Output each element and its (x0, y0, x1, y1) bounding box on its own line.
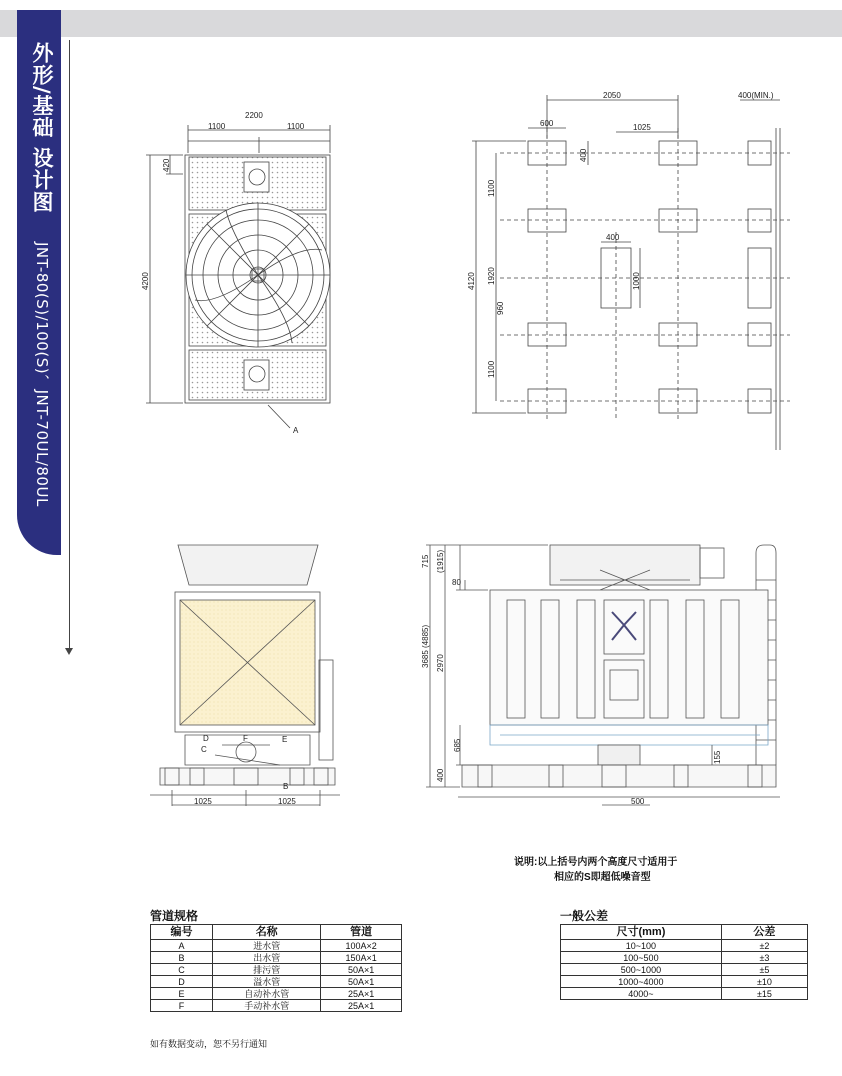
label-a: A (293, 426, 299, 435)
side-view (426, 545, 780, 805)
plan-view (146, 125, 330, 428)
cell: 100A×2 (321, 940, 402, 952)
dim-half-left: 1100 (208, 122, 226, 131)
dim-height: 4200 (141, 272, 150, 290)
dim-half-right: 1100 (287, 122, 305, 131)
cell: 500~1000 (561, 964, 722, 976)
table-row (561, 940, 808, 952)
tol-header-size: 尺寸(mm) (561, 925, 722, 940)
dim-3685: 3685 (4885) (421, 624, 430, 668)
note (514, 855, 677, 885)
section-title: 外形/基础 设计图 (30, 42, 54, 213)
pipe-header-size: 管道 (321, 925, 402, 940)
dim-2970: 2970 (436, 654, 445, 672)
pipe-header-name: 名称 (213, 925, 321, 940)
cell: 25A×1 (321, 1000, 402, 1012)
footer-note: 如有数据变动，恕不另行通知 (150, 1039, 268, 1049)
cell: 50A×1 (321, 964, 402, 976)
dim-total-width: 2200 (245, 111, 263, 120)
cell: 1000~4000 (561, 976, 722, 988)
label-d: D (203, 734, 209, 743)
dim-155: 155 (713, 750, 722, 764)
table-row (561, 964, 808, 976)
dim-min: 400(MIN.) (738, 91, 774, 100)
cell: 50A×1 (321, 976, 402, 988)
note-line-1: 说明:以上括号内两个高度尺寸适用于 (514, 857, 678, 868)
tol-header-tolerance: 公差 (721, 925, 807, 940)
cell: ±10 (721, 976, 807, 988)
table-row (561, 976, 808, 988)
note-line-2: 相应的S即超低噪音型 (554, 872, 651, 883)
front-view (150, 545, 340, 806)
dim-500: 500 (631, 797, 645, 806)
pipe-header-code: 编号 (151, 925, 213, 940)
cell: ±2 (721, 940, 807, 952)
dim-960: 960 (496, 301, 505, 315)
dim-center-w: 400 (606, 233, 620, 242)
table-row (151, 952, 402, 964)
cell: 25A×1 (321, 988, 402, 1000)
cell: 10~100 (561, 940, 722, 952)
table-row (561, 952, 808, 964)
dim-left: 600 (540, 119, 554, 128)
label-c: C (201, 745, 207, 754)
dim-center-h: 1000 (632, 272, 641, 290)
table-row (151, 988, 402, 1000)
dim-pad: 400 (579, 148, 588, 162)
cell: A (151, 940, 213, 952)
cell: E (151, 988, 213, 1000)
dim-400: 400 (436, 768, 445, 782)
dim-685: 685 (453, 738, 462, 752)
front-dim-left: 1025 (194, 797, 212, 806)
cell: F (151, 1000, 213, 1012)
dim-80: 80 (452, 578, 461, 587)
pipe-table (150, 924, 402, 1012)
cell: 出水管 (213, 952, 321, 964)
cell: ±5 (721, 964, 807, 976)
dim-width: 2050 (603, 91, 621, 100)
label-f: F (243, 734, 248, 743)
cell: ±3 (721, 952, 807, 964)
dim-1915: (1915) (436, 549, 445, 573)
cell: C (151, 964, 213, 976)
cell: 150A×1 (321, 952, 402, 964)
dim-top: 420 (162, 158, 171, 172)
cell: 溢水管 (213, 976, 321, 988)
table-row (151, 940, 402, 952)
table-row (561, 988, 808, 1000)
cell: 100~500 (561, 952, 722, 964)
cell: D (151, 976, 213, 988)
dim-total: 4120 (467, 272, 476, 290)
dim-right: 1025 (633, 123, 651, 132)
cell: 排污管 (213, 964, 321, 976)
table-row (151, 976, 402, 988)
cell: 手动补水管 (213, 1000, 321, 1012)
table-row (151, 1000, 402, 1012)
cell: 自动补水管 (213, 988, 321, 1000)
tolerance-table-title: 一般公差 (560, 909, 609, 923)
dim-715: 715 (421, 554, 430, 568)
dim-1100-bottom: 1100 (487, 360, 496, 378)
cell: B (151, 952, 213, 964)
dim-1100-top: 1100 (487, 179, 496, 197)
table-row (151, 964, 402, 976)
cell: 进水管 (213, 940, 321, 952)
label-b: B (283, 782, 289, 791)
front-dim-right: 1025 (278, 797, 296, 806)
cell: 4000~ (561, 988, 722, 1000)
label-e: E (282, 735, 288, 744)
dim-1920: 1920 (487, 267, 496, 285)
cell: ±15 (721, 988, 807, 1000)
foundation-view (472, 95, 790, 450)
model-line: JNT-80(S)/100(S)、JNT-70UL/80UL (33, 242, 51, 507)
pipe-table-title: 管道规格 (150, 909, 199, 923)
tolerance-table (560, 924, 808, 1000)
